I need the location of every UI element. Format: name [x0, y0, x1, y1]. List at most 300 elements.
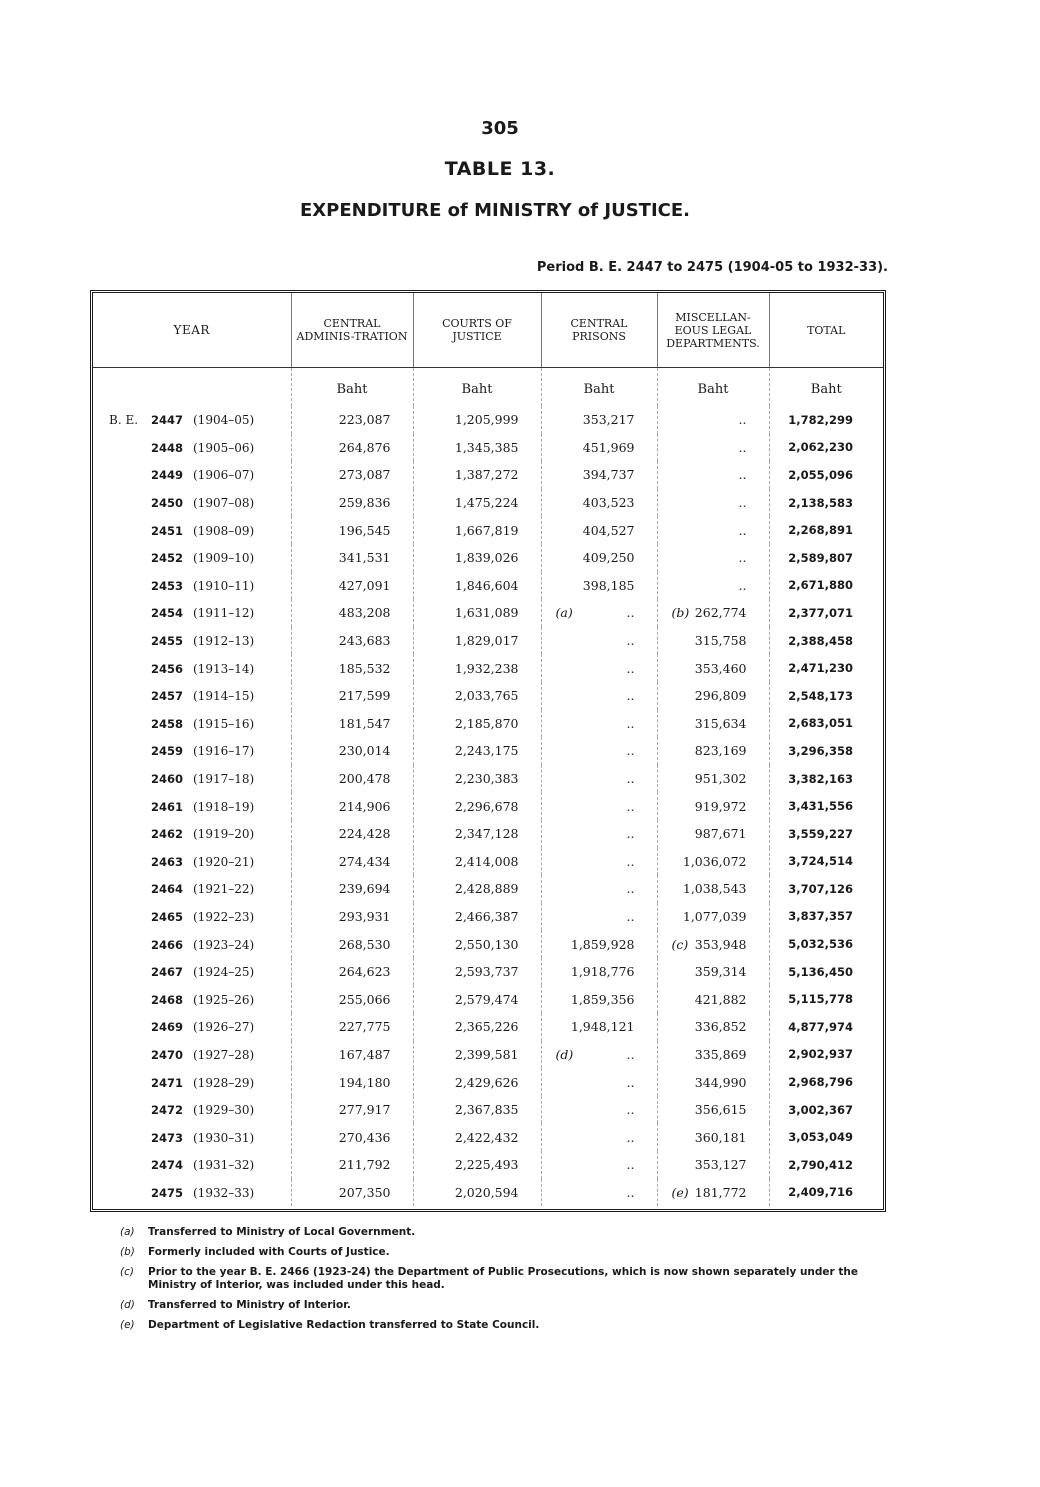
- total-cell-value: 3,724,514: [788, 854, 853, 869]
- courts-cell: [413, 985, 541, 1013]
- misc-cell: [657, 737, 769, 765]
- be-year: 2467: [151, 965, 184, 980]
- table-row: [93, 985, 883, 1013]
- courts-cell-value: 2,365,226: [454, 1019, 519, 1035]
- misc-cell: [657, 682, 769, 710]
- footnote-mark: (e): [120, 1319, 135, 1331]
- prisons-cell: [541, 985, 657, 1013]
- prisons-cell: [541, 544, 657, 572]
- table-row: [93, 1096, 883, 1124]
- courts-cell: [413, 1096, 541, 1124]
- courts-cell: [413, 1068, 541, 1096]
- central-admin-cell: [291, 1068, 413, 1096]
- central-admin-cell-value: 223,087: [338, 412, 391, 428]
- total-cell: [769, 848, 883, 876]
- misc-cell: [657, 461, 769, 489]
- courts-cell: [413, 1123, 541, 1151]
- page-number: 305: [481, 118, 519, 139]
- prisons-cell-value: ..: [626, 743, 635, 759]
- ce-year: (1922–23): [193, 909, 255, 924]
- central-admin-cell: [291, 792, 413, 820]
- footnote-mark: (a): [120, 1226, 135, 1238]
- footnote: [120, 1266, 910, 1292]
- total-cell: [769, 1013, 883, 1041]
- footnote-mark: (c): [120, 1266, 134, 1278]
- prisons-cell-value: 1,859,928: [570, 936, 635, 952]
- table-row: [93, 930, 883, 958]
- central-admin-cell: [291, 544, 413, 572]
- total-cell: [769, 434, 883, 462]
- central-admin-cell: [291, 765, 413, 793]
- table-row: [93, 516, 883, 544]
- courts-cell-value: 2,347,128: [454, 826, 519, 842]
- header-prisons: CENTRAL PRISONS: [541, 293, 657, 368]
- prisons-cell: [541, 406, 657, 434]
- ce-year: (1907–08): [193, 496, 255, 511]
- table-title: TABLE 13.: [444, 158, 556, 180]
- prisons-cell-value: ..: [626, 853, 635, 869]
- central-admin-cell: [291, 1096, 413, 1124]
- courts-cell-value: 2,579,474: [454, 991, 519, 1007]
- footnote-mark: (d): [120, 1299, 135, 1311]
- table-row: [93, 958, 883, 986]
- table-row: [93, 572, 883, 600]
- ce-year: (1909–10): [193, 551, 255, 566]
- central-admin-cell-value: 196,545: [338, 522, 391, 538]
- misc-cell: [657, 1041, 769, 1069]
- total-cell-value: 3,382,163: [788, 771, 853, 786]
- ce-year: (1927–28): [193, 1047, 255, 1062]
- courts-cell: [413, 544, 541, 572]
- central-admin-cell: [291, 572, 413, 600]
- footnote-ref: (c): [671, 936, 689, 952]
- courts-cell: [413, 820, 541, 848]
- ce-year: (1904–05): [193, 413, 255, 428]
- footnote: [120, 1299, 910, 1312]
- year-cell: [93, 489, 291, 517]
- prisons-cell: [541, 820, 657, 848]
- table-row: [93, 848, 883, 876]
- total-cell-value: 2,790,412: [788, 1157, 853, 1172]
- prisons-cell: [541, 572, 657, 600]
- be-year: 2450: [151, 496, 184, 511]
- footnote: [120, 1226, 910, 1239]
- central-admin-cell-value: 243,683: [338, 633, 391, 649]
- courts-cell-value: 2,428,889: [454, 881, 519, 897]
- misc-cell-value: ..: [738, 522, 747, 538]
- central-admin-cell-value: 200,478: [338, 771, 391, 787]
- central-admin-cell: [291, 516, 413, 544]
- prisons-cell-value: 1,948,121: [570, 1019, 635, 1035]
- ce-year: (1916–17): [193, 744, 255, 759]
- courts-cell: [413, 848, 541, 876]
- total-cell-value: 2,683,051: [788, 716, 853, 731]
- central-admin-cell: [291, 930, 413, 958]
- courts-cell: [413, 875, 541, 903]
- misc-cell: [657, 627, 769, 655]
- misc-cell: [657, 985, 769, 1013]
- footnote-ref: (a): [555, 605, 573, 621]
- courts-cell: [413, 958, 541, 986]
- year-cell: [93, 820, 291, 848]
- units-year: [93, 368, 291, 407]
- total-cell-value: 2,055,096: [788, 467, 853, 482]
- table-row: [93, 461, 883, 489]
- footnotes: [120, 1226, 910, 1339]
- footnote-ref: (b): [671, 605, 690, 621]
- central-admin-cell-value: 264,876: [338, 439, 391, 455]
- misc-cell-value: 335,869: [694, 1046, 747, 1062]
- year-cell: [93, 1096, 291, 1124]
- misc-cell: [657, 875, 769, 903]
- misc-cell-value: 262,774: [694, 605, 747, 621]
- central-admin-cell-value: 207,350: [338, 1184, 391, 1200]
- be-year: 2451: [151, 523, 184, 538]
- courts-cell-value: 2,367,835: [454, 1102, 519, 1118]
- total-cell: [769, 1041, 883, 1069]
- units-courts: Baht: [413, 368, 541, 407]
- courts-cell-value: 2,225,493: [454, 1157, 519, 1173]
- be-year: 2473: [151, 1130, 184, 1145]
- misc-cell: [657, 1013, 769, 1041]
- ce-year: (1923–24): [193, 937, 255, 952]
- footnote-text: Transferred to Ministry of Interior.: [148, 1299, 351, 1311]
- ce-year: (1905–06): [193, 440, 255, 455]
- central-admin-cell: [291, 406, 413, 434]
- misc-cell: [657, 1123, 769, 1151]
- ce-year: (1931–32): [193, 1158, 255, 1173]
- misc-cell: [657, 1151, 769, 1179]
- central-admin-cell: [291, 958, 413, 986]
- year-cell: [93, 903, 291, 931]
- central-admin-cell-value: 185,532: [338, 660, 391, 676]
- prisons-cell-value: 409,250: [582, 550, 635, 566]
- courts-cell: [413, 1179, 541, 1207]
- total-cell-value: 3,431,556: [788, 799, 853, 814]
- total-cell: [769, 985, 883, 1013]
- courts-cell-value: 2,296,678: [454, 798, 519, 814]
- misc-cell-value: 353,460: [694, 660, 747, 676]
- year-cell: [93, 1179, 291, 1207]
- year-cell: [93, 434, 291, 462]
- table-row: [93, 903, 883, 931]
- ce-year: (1929–30): [193, 1103, 255, 1118]
- courts-cell: [413, 461, 541, 489]
- misc-cell-value: ..: [738, 467, 747, 483]
- courts-cell-value: 2,414,008: [454, 853, 519, 869]
- total-cell-value: 2,671,880: [788, 578, 853, 593]
- prisons-cell: [541, 1068, 657, 1096]
- central-admin-cell-value: 273,087: [338, 467, 391, 483]
- courts-cell: [413, 1013, 541, 1041]
- misc-cell-value: 353,948: [694, 936, 747, 952]
- header-courts: COURTS OF JUSTICE: [413, 293, 541, 368]
- prisons-cell: [541, 1123, 657, 1151]
- total-cell-value: 1,782,299: [788, 412, 853, 427]
- courts-cell-value: 1,932,238: [454, 660, 519, 676]
- misc-cell-value: 919,972: [694, 798, 747, 814]
- total-cell: [769, 1068, 883, 1096]
- misc-cell: [657, 710, 769, 738]
- be-year: 2447: [151, 413, 184, 428]
- courts-cell: [413, 682, 541, 710]
- year-cell: [93, 1151, 291, 1179]
- misc-cell-value: 181,772: [694, 1184, 747, 1200]
- central-admin-cell-value: 224,428: [338, 826, 391, 842]
- year-cell: [93, 1123, 291, 1151]
- year-cell: [93, 599, 291, 627]
- total-cell-value: 3,707,126: [788, 881, 853, 896]
- misc-cell: [657, 654, 769, 682]
- table-row: [93, 434, 883, 462]
- central-admin-cell-value: 483,208: [338, 605, 391, 621]
- ce-year: (1908–09): [193, 523, 255, 538]
- central-admin-cell: [291, 903, 413, 931]
- courts-cell: [413, 792, 541, 820]
- central-admin-cell-value: 259,836: [338, 495, 391, 511]
- be-year: 2465: [151, 909, 184, 924]
- central-admin-cell: [291, 461, 413, 489]
- prisons-cell-value: ..: [626, 688, 635, 704]
- misc-cell-value: 1,036,072: [682, 853, 747, 869]
- total-cell: [769, 1151, 883, 1179]
- prisons-cell: [541, 1041, 657, 1069]
- prisons-cell-value: 353,217: [582, 412, 635, 428]
- central-admin-cell: [291, 434, 413, 462]
- courts-cell-value: 2,399,581: [454, 1046, 519, 1062]
- total-cell: [769, 875, 883, 903]
- total-cell: [769, 903, 883, 931]
- year-cell: [93, 737, 291, 765]
- central-admin-cell: [291, 599, 413, 627]
- ce-year: (1917–18): [193, 772, 255, 787]
- courts-cell-value: 2,550,130: [454, 936, 519, 952]
- total-cell: [769, 544, 883, 572]
- total-cell-value: 2,388,458: [788, 633, 853, 648]
- total-cell: [769, 1096, 883, 1124]
- misc-cell: [657, 1179, 769, 1207]
- prisons-cell-value: ..: [626, 798, 635, 814]
- prisons-cell-value: ..: [626, 660, 635, 676]
- prisons-cell-value: ..: [626, 1046, 635, 1062]
- central-admin-cell: [291, 1123, 413, 1151]
- year-cell: [93, 958, 291, 986]
- table-subtitle: EXPENDITURE of MINISTRY of JUSTICE.: [300, 200, 690, 221]
- central-admin-cell: [291, 489, 413, 517]
- table-row: [93, 544, 883, 572]
- courts-cell: [413, 1041, 541, 1069]
- prisons-cell-value: ..: [626, 605, 635, 621]
- courts-cell-value: 2,020,594: [454, 1184, 519, 1200]
- misc-cell-value: ..: [738, 550, 747, 566]
- ce-year: (1906–07): [193, 468, 255, 483]
- courts-cell-value: 1,475,224: [454, 495, 519, 511]
- misc-cell: [657, 1068, 769, 1096]
- prisons-cell: [541, 710, 657, 738]
- prisons-cell-value: 403,523: [582, 495, 635, 511]
- courts-cell-value: 2,593,737: [454, 964, 519, 980]
- be-year: 2452: [151, 551, 184, 566]
- be-year: 2462: [151, 827, 184, 842]
- misc-cell: [657, 958, 769, 986]
- prisons-cell-value: 1,918,776: [570, 964, 635, 980]
- table-row: [93, 627, 883, 655]
- misc-cell: [657, 516, 769, 544]
- footnote-mark: (b): [120, 1246, 135, 1258]
- table-row: [93, 1179, 883, 1207]
- central-admin-cell: [291, 1179, 413, 1207]
- year-cell: [93, 792, 291, 820]
- total-cell-value: 2,268,891: [788, 523, 853, 538]
- misc-cell: [657, 930, 769, 958]
- central-admin-cell-value: 268,530: [338, 936, 391, 952]
- total-cell-value: 2,589,807: [788, 550, 853, 565]
- central-admin-cell: [291, 820, 413, 848]
- prisons-cell-value: ..: [626, 908, 635, 924]
- total-cell-value: 2,377,071: [788, 605, 853, 620]
- misc-cell-value: ..: [738, 495, 747, 511]
- table-row: [93, 1151, 883, 1179]
- header-central-admin: CENTRAL ADMINIS-TRATION: [291, 293, 413, 368]
- courts-cell-value: 2,429,626: [454, 1074, 519, 1090]
- units-total: Baht: [769, 368, 883, 407]
- ce-year: (1932–33): [193, 1185, 255, 1200]
- total-cell-value: 2,902,937: [788, 1047, 853, 1062]
- central-admin-cell-value: 227,775: [338, 1019, 391, 1035]
- prisons-cell: [541, 1096, 657, 1124]
- be-year: 2463: [151, 854, 184, 869]
- table-row: [93, 654, 883, 682]
- courts-cell: [413, 654, 541, 682]
- year-cell: [93, 765, 291, 793]
- table-row: [93, 1123, 883, 1151]
- be-year: 2468: [151, 992, 184, 1007]
- central-admin-cell-value: 264,623: [338, 964, 391, 980]
- total-cell-value: 5,136,450: [788, 964, 853, 979]
- central-admin-cell: [291, 875, 413, 903]
- misc-cell: [657, 903, 769, 931]
- total-cell: [769, 406, 883, 434]
- footnote-ref: (d): [555, 1046, 574, 1062]
- misc-cell: [657, 599, 769, 627]
- misc-cell-value: ..: [738, 412, 747, 428]
- prisons-cell-value: ..: [626, 826, 635, 842]
- central-admin-cell: [291, 1041, 413, 1069]
- ce-year: (1924–25): [193, 965, 255, 980]
- be-year: 2466: [151, 937, 184, 952]
- misc-cell-value: ..: [738, 439, 747, 455]
- prisons-cell: [541, 765, 657, 793]
- total-cell-value: 2,409,716: [788, 1185, 853, 1200]
- total-cell: [769, 1123, 883, 1151]
- courts-cell-value: 1,846,604: [454, 577, 519, 593]
- table-row: [93, 682, 883, 710]
- year-cell: [93, 572, 291, 600]
- prisons-cell: [541, 930, 657, 958]
- central-admin-cell-value: 211,792: [338, 1157, 391, 1173]
- be-year: 2474: [151, 1158, 184, 1173]
- total-cell-value: 3,837,357: [788, 909, 853, 924]
- total-cell: [769, 654, 883, 682]
- misc-cell: [657, 765, 769, 793]
- ce-year: (1920–21): [193, 854, 255, 869]
- ce-year: (1911–12): [193, 606, 255, 621]
- central-admin-cell: [291, 654, 413, 682]
- misc-cell-value: 360,181: [694, 1129, 747, 1145]
- misc-cell: [657, 489, 769, 517]
- misc-cell: [657, 848, 769, 876]
- misc-cell-value: 356,615: [694, 1102, 747, 1118]
- be-year: 2449: [151, 468, 184, 483]
- prisons-cell: [541, 737, 657, 765]
- table-row: [93, 1068, 883, 1096]
- courts-cell-value: 2,422,432: [454, 1129, 519, 1145]
- header-total: TOTAL: [769, 293, 883, 368]
- misc-cell-value: 987,671: [694, 826, 747, 842]
- central-admin-cell: [291, 848, 413, 876]
- be-year: 2461: [151, 799, 184, 814]
- courts-cell-value: 2,243,175: [454, 743, 519, 759]
- total-cell: [769, 572, 883, 600]
- year-cell: [93, 1068, 291, 1096]
- table-row: [93, 765, 883, 793]
- prisons-cell-value: 1,859,356: [570, 991, 635, 1007]
- prisons-cell-value: 451,969: [582, 439, 635, 455]
- total-cell-value: 2,471,230: [788, 661, 853, 676]
- ce-year: (1921–22): [193, 882, 255, 897]
- misc-cell-value: ..: [738, 577, 747, 593]
- prisons-cell: [541, 461, 657, 489]
- year-cell: [93, 627, 291, 655]
- misc-cell-value: 315,758: [694, 633, 747, 649]
- total-cell: [769, 930, 883, 958]
- misc-cell-value: 296,809: [694, 688, 747, 704]
- be-year: 2459: [151, 744, 184, 759]
- table-row: [93, 875, 883, 903]
- total-cell-value: 4,877,974: [788, 1019, 853, 1034]
- footnote: [120, 1319, 910, 1332]
- total-cell: [769, 710, 883, 738]
- units-row: [93, 368, 883, 407]
- prisons-cell: [541, 792, 657, 820]
- total-cell-value: 3,002,367: [788, 1102, 853, 1117]
- prisons-cell: [541, 903, 657, 931]
- footnote-text: Transferred to Ministry of Local Government.: [148, 1226, 416, 1238]
- total-cell-value: 2,968,796: [788, 1075, 853, 1090]
- prisons-cell-value: ..: [626, 1184, 635, 1200]
- central-admin-cell: [291, 1013, 413, 1041]
- courts-cell-value: 2,033,765: [454, 688, 519, 704]
- prisons-cell: [541, 848, 657, 876]
- table-row: [93, 406, 883, 434]
- courts-cell: [413, 434, 541, 462]
- ce-year: (1925–26): [193, 992, 255, 1007]
- prisons-cell: [541, 654, 657, 682]
- year-cell: [93, 461, 291, 489]
- total-cell-value: 2,548,173: [788, 688, 853, 703]
- total-cell: [769, 516, 883, 544]
- header-misc: MISCELLAN-EOUS LEGAL DEPARTMENTS.: [657, 293, 769, 368]
- prisons-cell-value: 394,737: [582, 467, 635, 483]
- courts-cell: [413, 903, 541, 931]
- be-year: 2454: [151, 606, 184, 621]
- central-admin-cell-value: 341,531: [338, 550, 391, 566]
- ce-year: (1915–16): [193, 716, 255, 731]
- prisons-cell-value: 404,527: [582, 522, 635, 538]
- be-year: 2455: [151, 634, 184, 649]
- central-admin-cell-value: 274,434: [338, 853, 391, 869]
- period-label: Period B. E. 2447 to 2475 (1904-05 to 1932-33).: [536, 260, 888, 275]
